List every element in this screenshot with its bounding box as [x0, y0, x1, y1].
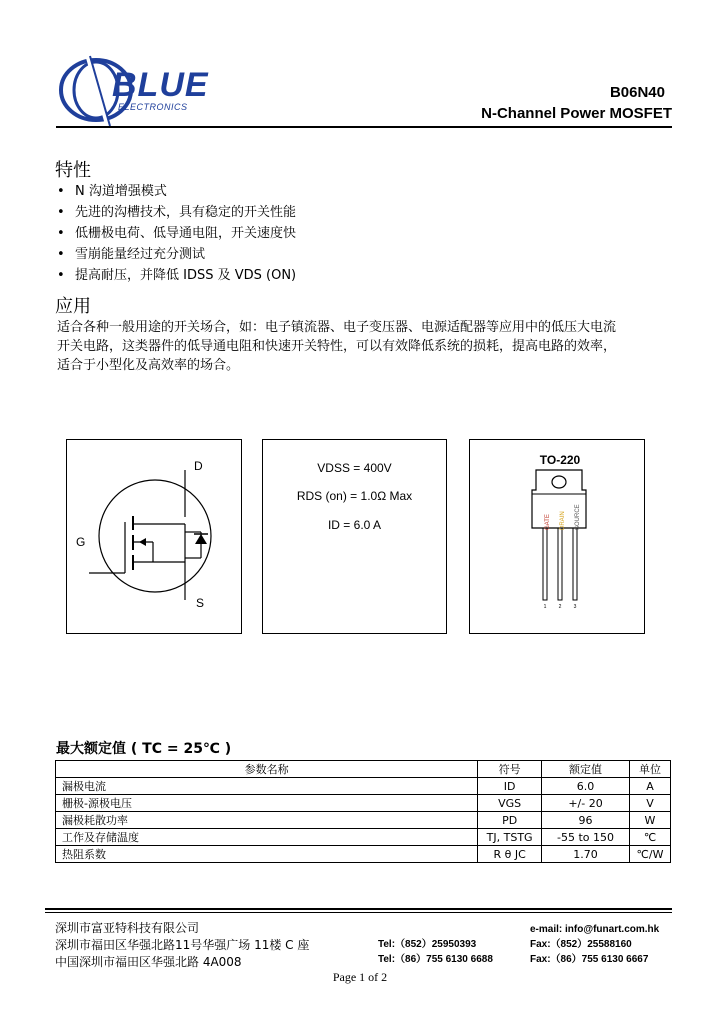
table-header-row	[56, 761, 671, 778]
table-cell: R θ JC	[478, 846, 542, 863]
logo-subtitle: ELECTRONICS	[118, 102, 188, 112]
application-line: 开关电路，这类器件的低导通电阻和快速开关特性，可以有效降低系统的损耗，提高电路的效率，	[57, 339, 617, 354]
company-name: 深圳市富亚特科技有限公司	[55, 921, 200, 935]
tel-hk: Tel:（852）25950393	[378, 939, 477, 950]
table-cell: ℃/W	[629, 846, 670, 863]
page-number: Page 1 of 2	[332, 970, 388, 984]
package-name: TO-220	[539, 453, 581, 467]
table-cell: V	[629, 795, 670, 812]
pin-number: 2	[558, 604, 562, 610]
fax-cn: Fax:（86）755 6130 6667	[530, 954, 649, 965]
table-cell: 漏极耗散功率	[56, 812, 478, 829]
pin-label-source: SOURCE	[575, 504, 581, 530]
address-line: 中国深圳市福田区华强北路 4A008	[55, 955, 242, 969]
column-header: 符号	[478, 761, 542, 778]
column-header: 额定值	[542, 761, 630, 778]
fax-hk: Fax:（852）25588160	[530, 939, 632, 950]
tel-cn: Tel:（86）755 6130 6688	[378, 954, 493, 965]
table-cell: TJ, TSTG	[478, 829, 542, 846]
table-row	[56, 778, 671, 795]
email-address[interactable]: e-mail: info@funart.com.hk	[530, 924, 660, 935]
mosfet-symbol-icon	[67, 440, 241, 633]
table-cell: 漏极电流	[56, 778, 478, 795]
pin-number: 1	[543, 604, 547, 610]
column-header: 参数名称	[56, 761, 478, 778]
table-cell: ID	[478, 778, 542, 795]
table-cell: PD	[478, 812, 542, 829]
table-cell: ℃	[629, 829, 670, 846]
feature-item: • 提高耐压，并降低 IDSS 及 VDS (ON)	[55, 265, 296, 286]
header-divider	[56, 126, 672, 128]
feature-item: • 先进的沟槽技术，具有稳定的开关性能	[55, 202, 296, 223]
table-cell: W	[629, 812, 670, 829]
feature-item: • N 沟道增强模式	[55, 181, 296, 202]
contact-fax-email	[530, 922, 659, 967]
gate-label: G	[76, 535, 86, 549]
spec-rds-on: RDS (on) = 1.0Ω Max	[296, 489, 413, 503]
mosfet-symbol-box	[66, 439, 242, 634]
table-cell: 热阻系数	[56, 846, 478, 863]
table-row	[56, 812, 671, 829]
spec-vdss: VDSS = 400V	[317, 461, 392, 475]
feature-item: • 低栅极电荷、低导通电阻，开关速度快	[55, 223, 296, 244]
table-cell: +/- 20	[542, 795, 630, 812]
ratings-title: 最大额定值 ( TC = 25℃ )	[56, 741, 232, 757]
drain-label: D	[194, 459, 203, 473]
table-cell: 工作及存储温度	[56, 829, 478, 846]
pin-label-drain: DRAIN	[560, 511, 566, 530]
table-cell: 栅极-源极电压	[56, 795, 478, 812]
table-cell: VGS	[478, 795, 542, 812]
table-row	[56, 846, 671, 863]
key-specs-box	[262, 439, 447, 634]
footer-divider-thin	[45, 912, 672, 913]
package-box	[469, 439, 645, 634]
application-line: 适合于小型化及高效率的场合。	[57, 358, 240, 373]
table-row	[56, 795, 671, 812]
part-number: B06N40	[609, 84, 665, 101]
pin-label-gate: GATE	[545, 514, 551, 530]
application-line: 适合各种一般用途的开关场合，如：电子镇流器、电子变压器、电源适配器等应用中的低压大电流	[57, 320, 617, 335]
pin-number: 3	[573, 604, 577, 610]
table-cell: -55 to 150	[542, 829, 630, 846]
ratings-table	[55, 760, 671, 863]
footer-divider	[45, 908, 672, 910]
source-label: S	[196, 596, 205, 610]
table-cell: 96	[542, 812, 630, 829]
table-cell: 1.70	[542, 846, 630, 863]
company-address	[55, 920, 309, 971]
column-header: 单位	[629, 761, 670, 778]
table-cell: 6.0	[542, 778, 630, 795]
application-heading: 应用	[55, 296, 91, 317]
table-cell: A	[629, 778, 670, 795]
contact-phones	[378, 937, 493, 967]
document-subtitle: N-Channel Power MOSFET	[481, 105, 672, 122]
application-text	[57, 318, 677, 375]
features-heading: 特性	[55, 160, 91, 181]
to220-package-icon	[470, 440, 644, 633]
logo-wordmark: BLUE	[112, 66, 209, 104]
feature-item: • 雪崩能量经过充分测试	[55, 244, 296, 265]
address-line: 深圳市福田区华强北路11号华强广场 11楼 C 座	[55, 938, 310, 952]
spec-id: ID = 6.0 A	[327, 518, 382, 532]
features-list	[55, 181, 296, 286]
table-row	[56, 829, 671, 846]
